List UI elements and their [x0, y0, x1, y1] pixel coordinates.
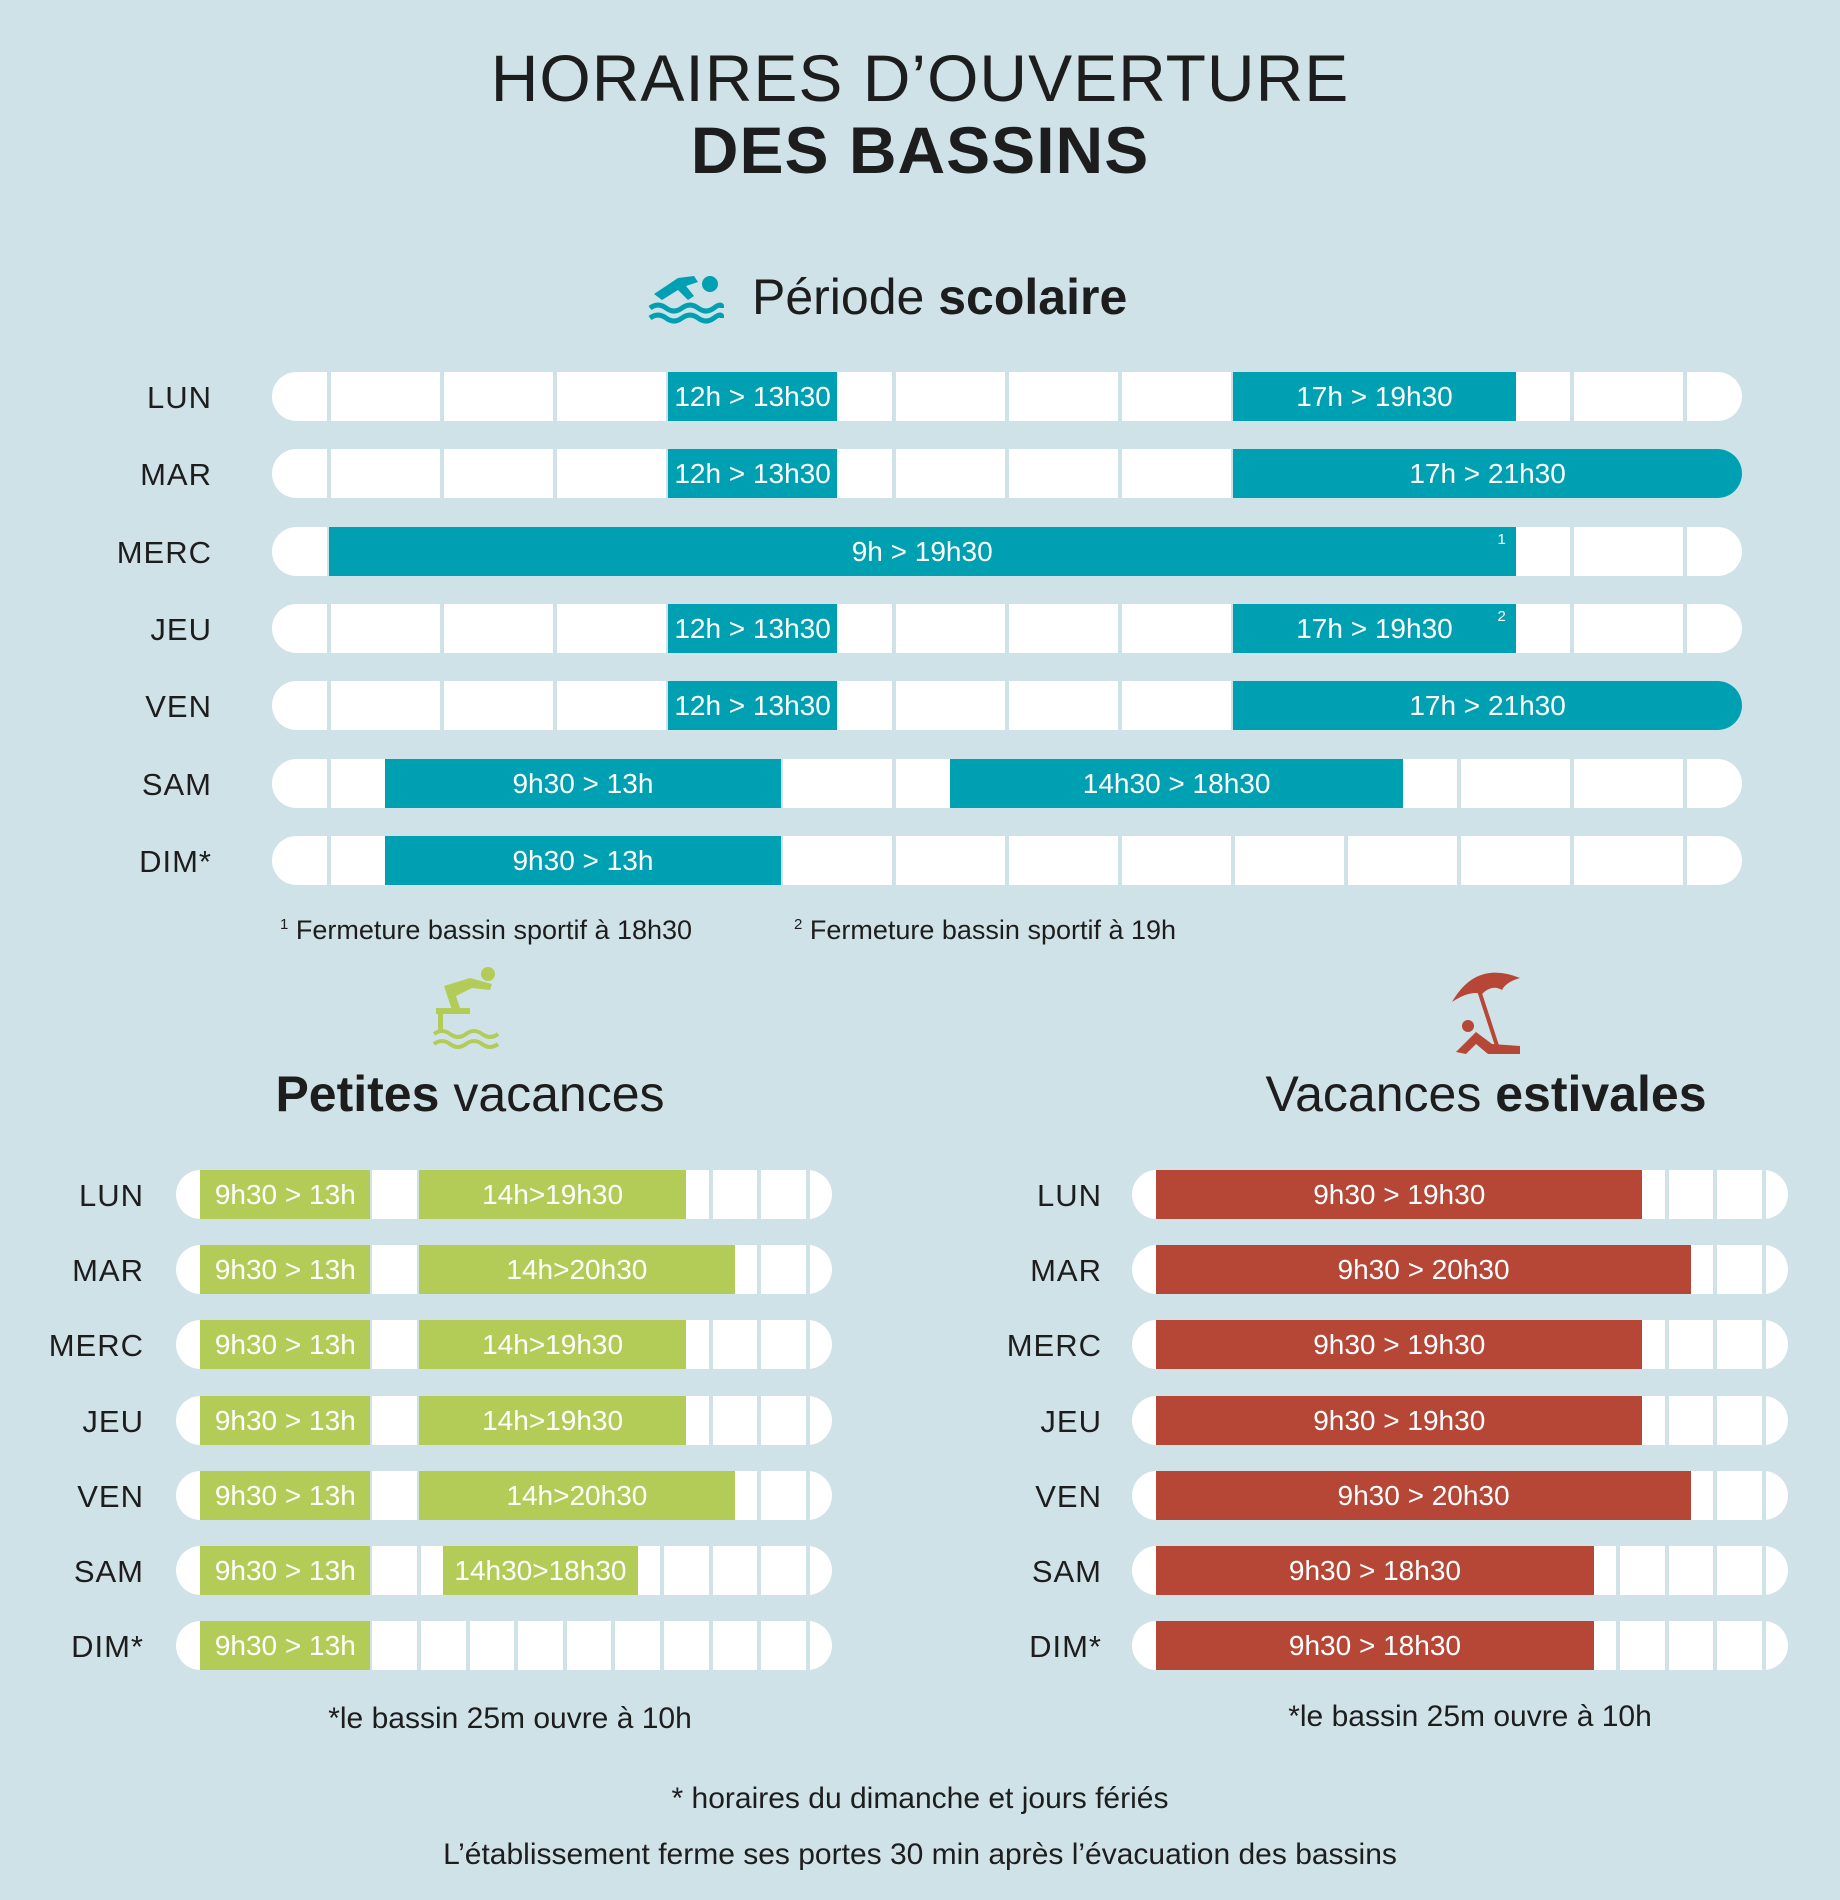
petites-time-slot: [200, 1320, 370, 1369]
time-slot-label: 9h30 > 20h30: [1337, 1253, 1510, 1285]
hour-separator: [1118, 681, 1122, 730]
scolaire-day-label: VEN: [145, 689, 212, 724]
time-slot-label: 9h30 > 13h: [214, 1629, 356, 1661]
scolaire-time-slot: [385, 836, 781, 885]
time-slot-label: 17h > 21h30: [1409, 689, 1566, 721]
time-slot-label: 9h30 > 13h: [214, 1328, 356, 1360]
estivales-day-label: LUN: [1036, 1178, 1102, 1213]
hour-separator: [1713, 1320, 1717, 1369]
hour-separator: [709, 1320, 713, 1369]
estivales-time-slot: [1156, 1471, 1691, 1520]
page-title-line2: DES BASSINS: [690, 113, 1150, 187]
hour-separator: [1570, 836, 1574, 885]
time-slot-label: 9h30 > 19h30: [1313, 1178, 1486, 1210]
scolaire-day-track: [272, 527, 1742, 576]
time-slot-label: 14h>19h30: [482, 1328, 624, 1360]
estivales-day-track: [1132, 1170, 1788, 1219]
hour-separator: [709, 1621, 713, 1670]
petites-time-slot: [419, 1471, 735, 1520]
estivales-time-slot: [1156, 1320, 1642, 1369]
time-slot-label: 9h30 > 18h30: [1288, 1629, 1461, 1661]
scolaire-time-slot: [668, 372, 838, 421]
hour-separator: [1762, 1320, 1766, 1369]
time-slot-label: 17h > 19h30: [1296, 380, 1453, 412]
hour-separator: [611, 1621, 615, 1670]
time-slot-label: 12h > 13h30: [674, 689, 831, 721]
petites-heading-light: vacances: [439, 1066, 665, 1122]
hour-separator: [1344, 836, 1348, 885]
petites-day-label: SAM: [73, 1554, 144, 1589]
petites-day-track: [176, 1546, 832, 1595]
estivales-day-track: [1132, 1396, 1788, 1445]
scolaire-time-slot: [1233, 681, 1742, 730]
petites-day-label: MERC: [48, 1328, 144, 1363]
petites-heading-bold: Petites: [275, 1066, 440, 1122]
hour-separator: [1005, 604, 1009, 653]
footnote-1-number: 1: [280, 916, 289, 933]
petites-day-label: LUN: [78, 1178, 144, 1213]
time-slot-label: 17h > 21h30: [1409, 457, 1566, 489]
hour-separator: [1762, 1621, 1766, 1670]
scolaire-day-track: [272, 449, 1742, 498]
hour-separator: [757, 1245, 761, 1294]
hour-separator: [553, 372, 557, 421]
hour-separator: [1762, 1396, 1766, 1445]
hour-separator: [660, 1546, 664, 1595]
hour-separator: [514, 1621, 518, 1670]
scolaire-day-track: [272, 836, 1742, 885]
estivales-time-slot: [1156, 1245, 1691, 1294]
hour-separator: [553, 449, 557, 498]
footnote-2: [794, 915, 1176, 946]
estivales-day-label: MAR: [1030, 1253, 1102, 1288]
hour-separator: [1118, 836, 1122, 885]
hour-separator: [1570, 372, 1574, 421]
time-slot-label: 17h > 19h30: [1296, 612, 1453, 644]
hour-separator: [1616, 1546, 1620, 1595]
hour-separator: [327, 836, 331, 885]
diver-icon: [430, 964, 510, 1054]
scolaire-day-label: DIM*: [139, 844, 212, 879]
hour-separator: [757, 1471, 761, 1520]
hour-separator: [327, 681, 331, 730]
scolaire-time-slot: [1233, 604, 1516, 653]
time-slot-label: 9h30 > 13h: [512, 767, 654, 799]
hour-separator: [757, 1621, 761, 1670]
hour-separator: [1713, 1245, 1717, 1294]
hour-separator: [553, 681, 557, 730]
footer-line1: * horaires du dimanche et jours fériés: [671, 1782, 1169, 1815]
hour-separator: [1005, 836, 1009, 885]
scolaire-time-slot: [1233, 449, 1742, 498]
petites-time-slot: [200, 1245, 370, 1294]
hour-separator: [466, 1621, 470, 1670]
hour-separator: [1005, 372, 1009, 421]
time-slot-note: 2: [1497, 608, 1506, 625]
time-slot-label: 9h30 > 13h: [214, 1404, 356, 1436]
hour-separator: [892, 681, 896, 730]
hour-separator: [327, 759, 331, 808]
estivales-time-slot: [1156, 1396, 1642, 1445]
hour-separator: [1665, 1396, 1669, 1445]
footnote-1: [280, 915, 692, 946]
estivales-day-label: DIM*: [1029, 1629, 1102, 1664]
petites-heading: [0, 1065, 940, 1123]
hour-separator: [1762, 1245, 1766, 1294]
hour-separator: [709, 1170, 713, 1219]
petites-time-slot: [200, 1471, 370, 1520]
estivales-day-label: SAM: [1031, 1554, 1102, 1589]
hour-separator: [1118, 449, 1122, 498]
petites-time-slot: [419, 1396, 686, 1445]
petites-day-label: VEN: [77, 1479, 144, 1514]
time-slot-label: 14h>20h30: [506, 1479, 648, 1511]
estivales-day-track: [1132, 1245, 1788, 1294]
hour-separator: [709, 1546, 713, 1595]
petites-day-label: DIM*: [71, 1629, 144, 1664]
scolaire-time-slot: [668, 604, 838, 653]
hour-separator: [1683, 836, 1687, 885]
scolaire-day-track: [272, 681, 1742, 730]
hour-separator: [806, 1546, 810, 1595]
hour-separator: [1683, 527, 1687, 576]
hour-separator: [709, 1396, 713, 1445]
time-slot-label: 12h > 13h30: [674, 612, 831, 644]
estivales-day-track: [1132, 1621, 1788, 1670]
hour-separator: [1665, 1320, 1669, 1369]
hour-separator: [1665, 1170, 1669, 1219]
hour-separator: [327, 604, 331, 653]
petites-time-slot: [419, 1320, 686, 1369]
petites-note: *le bassin 25m ouvre à 10h: [328, 1702, 692, 1735]
scolaire-time-slot: [329, 527, 1516, 576]
petites-day-track: [176, 1245, 832, 1294]
time-slot-label: 14h>20h30: [506, 1253, 648, 1285]
hour-separator: [1762, 1170, 1766, 1219]
hour-separator: [1713, 1170, 1717, 1219]
petites-time-slot: [200, 1396, 370, 1445]
time-slot-label: 14h>19h30: [482, 1178, 624, 1210]
hour-separator: [1713, 1471, 1717, 1520]
estivales-time-slot: [1156, 1546, 1593, 1595]
scolaire-time-slot: [668, 449, 838, 498]
hour-separator: [806, 1621, 810, 1670]
petites-time-slot: [419, 1245, 735, 1294]
time-slot-note: 1: [1497, 531, 1506, 548]
hour-separator: [806, 1170, 810, 1219]
estivales-heading: [1130, 1065, 1840, 1123]
scolaire-day-track: [272, 604, 1742, 653]
scolaire-time-slot: [668, 681, 838, 730]
hour-separator: [757, 1170, 761, 1219]
time-slot-label: 9h30 > 19h30: [1313, 1404, 1486, 1436]
hour-separator: [417, 1546, 421, 1595]
hour-separator: [563, 1621, 567, 1670]
hour-separator: [1713, 1396, 1717, 1445]
estivales-time-slot: [1156, 1170, 1642, 1219]
hour-separator: [1570, 759, 1574, 808]
petites-day-track: [176, 1320, 832, 1369]
hour-separator: [1762, 1471, 1766, 1520]
time-slot-label: 9h30 > 18h30: [1288, 1554, 1461, 1586]
scolaire-time-slot: [385, 759, 781, 808]
hour-separator: [1665, 1621, 1669, 1670]
hour-separator: [660, 1621, 664, 1670]
footnote-1-text: Fermeture bassin sportif à 18h30: [295, 915, 693, 945]
petites-day-label: MAR: [72, 1253, 144, 1288]
time-slot-label: 9h > 19h30: [851, 535, 993, 567]
footer-line2: L’établissement ferme ses portes 30 min après l’évacuation des bassins: [443, 1838, 1397, 1871]
scolaire-heading-light: Période: [752, 269, 939, 325]
swimmer-icon: [648, 262, 724, 324]
time-slot-label: 9h30 > 13h: [214, 1253, 356, 1285]
hour-separator: [806, 1396, 810, 1445]
petites-time-slot: [443, 1546, 637, 1595]
hour-separator: [1713, 1546, 1717, 1595]
time-slot-label: 9h30 > 13h: [214, 1479, 356, 1511]
hour-separator: [440, 449, 444, 498]
hour-separator: [1457, 836, 1461, 885]
scolaire-time-slot: [1233, 372, 1516, 421]
hour-separator: [892, 372, 896, 421]
time-slot-label: 9h30 > 13h: [214, 1554, 356, 1586]
hour-separator: [1616, 1621, 1620, 1670]
hour-separator: [892, 449, 896, 498]
estivales-note: *le bassin 25m ouvre à 10h: [1288, 1700, 1652, 1733]
estivales-day-label: VEN: [1035, 1479, 1102, 1514]
petites-day-label: JEU: [82, 1404, 144, 1439]
scolaire-day-label: SAM: [141, 767, 212, 802]
hour-separator: [806, 1320, 810, 1369]
time-slot-label: 12h > 13h30: [674, 457, 831, 489]
hour-separator: [327, 372, 331, 421]
scolaire-heading: [752, 268, 1127, 326]
hour-separator: [1118, 604, 1122, 653]
estivales-time-slot: [1156, 1621, 1593, 1670]
hour-separator: [1005, 681, 1009, 730]
estivales-day-label: MERC: [1006, 1328, 1102, 1363]
hour-separator: [1570, 604, 1574, 653]
scolaire-time-slot: [950, 759, 1402, 808]
scolaire-day-track: [272, 372, 1742, 421]
hour-separator: [440, 372, 444, 421]
time-slot-label: 14h30 > 18h30: [1082, 767, 1271, 799]
time-slot-label: 12h > 13h30: [674, 380, 831, 412]
petites-day-track: [176, 1621, 832, 1670]
scolaire-day-label: LUN: [146, 380, 212, 415]
estivales-day-track: [1132, 1546, 1788, 1595]
time-slot-label: 14h30>18h30: [454, 1554, 627, 1586]
hour-separator: [1457, 759, 1461, 808]
estivales-heading-light: Vacances: [1265, 1066, 1496, 1122]
estivales-day-track: [1132, 1471, 1788, 1520]
petites-time-slot: [200, 1621, 370, 1670]
estivales-day-track: [1132, 1320, 1788, 1369]
estivales-day-label: JEU: [1040, 1404, 1102, 1439]
scolaire-day-label: MAR: [140, 457, 212, 492]
petites-day-track: [176, 1396, 832, 1445]
page-title-line1: HORAIRES D’OUVERTURE: [490, 41, 1350, 115]
petites-time-slot: [200, 1546, 370, 1595]
hour-separator: [892, 604, 896, 653]
hour-separator: [757, 1546, 761, 1595]
hour-separator: [1665, 1546, 1669, 1595]
hour-separator: [1118, 372, 1122, 421]
hour-separator: [327, 449, 331, 498]
time-slot-label: 9h30 > 13h: [214, 1178, 356, 1210]
hour-separator: [1231, 836, 1235, 885]
hour-separator: [892, 759, 896, 808]
petites-time-slot: [419, 1170, 686, 1219]
hour-separator: [892, 836, 896, 885]
time-slot-label: 9h30 > 19h30: [1313, 1328, 1486, 1360]
hour-separator: [806, 1245, 810, 1294]
footnote-2-number: 2: [794, 916, 803, 933]
hour-separator: [806, 1471, 810, 1520]
hour-separator: [1683, 372, 1687, 421]
hour-separator: [1713, 1621, 1717, 1670]
scolaire-day-track: [272, 759, 1742, 808]
hour-separator: [1683, 759, 1687, 808]
hour-separator: [440, 604, 444, 653]
estivales-heading-bold: estivales: [1495, 1066, 1707, 1122]
petites-day-track: [176, 1170, 832, 1219]
hour-separator: [1762, 1546, 1766, 1595]
petites-time-slot: [200, 1170, 370, 1219]
hour-separator: [440, 681, 444, 730]
scolaire-day-label: MERC: [116, 535, 212, 570]
scolaire-heading-bold: scolaire: [938, 269, 1128, 325]
hour-separator: [1005, 449, 1009, 498]
footnote-2-text: Fermeture bassin sportif à 19h: [809, 915, 1177, 945]
petites-day-track: [176, 1471, 832, 1520]
hour-separator: [1683, 604, 1687, 653]
time-slot-label: 9h30 > 20h30: [1337, 1479, 1510, 1511]
beach-umbrella-icon: [1446, 968, 1526, 1058]
hour-separator: [553, 604, 557, 653]
scolaire-day-label: JEU: [150, 612, 212, 647]
time-slot-label: 9h30 > 13h: [512, 844, 654, 876]
hour-separator: [757, 1396, 761, 1445]
hour-separator: [757, 1320, 761, 1369]
hour-separator: [417, 1621, 421, 1670]
time-slot-label: 14h>19h30: [482, 1404, 624, 1436]
hour-separator: [1570, 527, 1574, 576]
